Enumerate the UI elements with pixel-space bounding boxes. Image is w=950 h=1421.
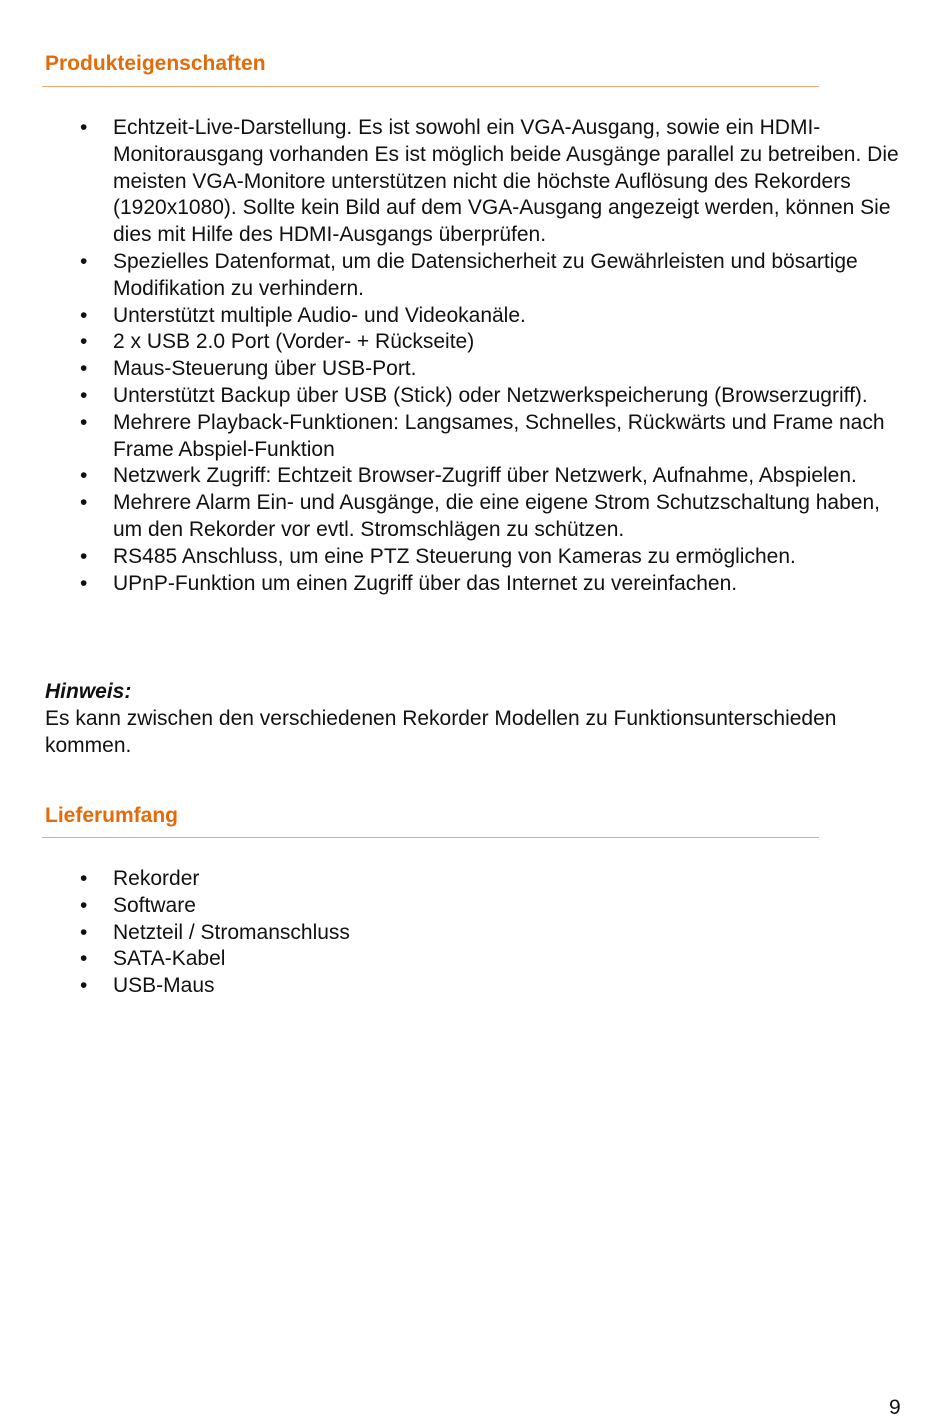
feature-list	[0, 115, 910, 597]
list-item-feature-11: • UPnP-Funktion um einen Zugriff über das Internet zu vereinfachen.	[0, 571, 910, 598]
list-item-delivery-3: • Netzteil / Stromanschluss	[0, 920, 910, 947]
list-item-feature-1: • Echtzeit-Live-Darstellung. Es ist sowohl ein VGA-Ausgang, sowie ein HDMI-Monitorausgang vorhanden Es ist möglich beide Ausgänge parallel zu betreiben. Die meisten VGA-Monitore unterstützen nicht die höchste Auflösung des Rekorders (1920x1080). Sollte kein Bild auf dem VGA-Ausgang angezeigt werden, können Sie dies mit Hilfe des HDMI-Ausgangs überprüfen.	[0, 115, 910, 249]
list-item-feature-8: • Netzwerk Zugriff: Echtzeit Browser-Zugriff über Netzwerk, Aufnahme, Abspielen.	[0, 463, 910, 490]
page-number: 9	[889, 1396, 901, 1419]
list-item-feature-6: • Unterstützt Backup über USB (Stick) oder Netzwerkspeicherung (Browserzugriff).	[0, 383, 910, 410]
note-text: Es kann zwischen den verschiedenen Rekorder Modellen zu Funktionsunterschieden kommen.	[45, 707, 837, 757]
note-label: Hinweis:	[45, 680, 132, 703]
list-item-delivery-4: • SATA-Kabel	[0, 946, 910, 973]
list-item-feature-4: • 2 x USB 2.0 Port (Vorder- + Rückseite)	[0, 329, 910, 356]
list-item-feature-9: • Mehrere Alarm Ein- und Ausgänge, die eine eigene Strom Schutzschaltung haben, um den Rekorder vor evtl. Stromschlägen zu schützen.	[0, 490, 910, 544]
section-divider-features	[42, 86, 819, 87]
list-item-feature-2: • Spezielles Datenformat, um die Datensicherheit zu Gewährleisten und bösartige Modifikation zu verhindern.	[0, 249, 910, 303]
section-heading-delivery: Lieferumfang	[45, 804, 179, 827]
list-item-feature-10: • RS485 Anschluss, um eine PTZ Steuerung von Kameras zu ermöglichen.	[0, 544, 910, 571]
delivery-list	[0, 866, 910, 1000]
section-heading-features: Produkteigenschaften	[45, 52, 266, 75]
list-item-delivery-1: • Rekorder	[0, 866, 910, 893]
list-item-delivery-5: • USB-Maus	[0, 973, 910, 1000]
section-divider-delivery	[42, 837, 819, 838]
list-item-feature-5: • Maus-Steuerung über USB-Port.	[0, 356, 910, 383]
list-item-feature-7: • Mehrere Playback-Funktionen: Langsames, Schnelles, Rückwärts und Frame nach Frame Abspiel-Funktion	[0, 410, 910, 464]
list-item-feature-3: • Unterstützt multiple Audio- und Videokanäle.	[0, 303, 910, 330]
list-item-delivery-2: • Software	[0, 893, 910, 920]
